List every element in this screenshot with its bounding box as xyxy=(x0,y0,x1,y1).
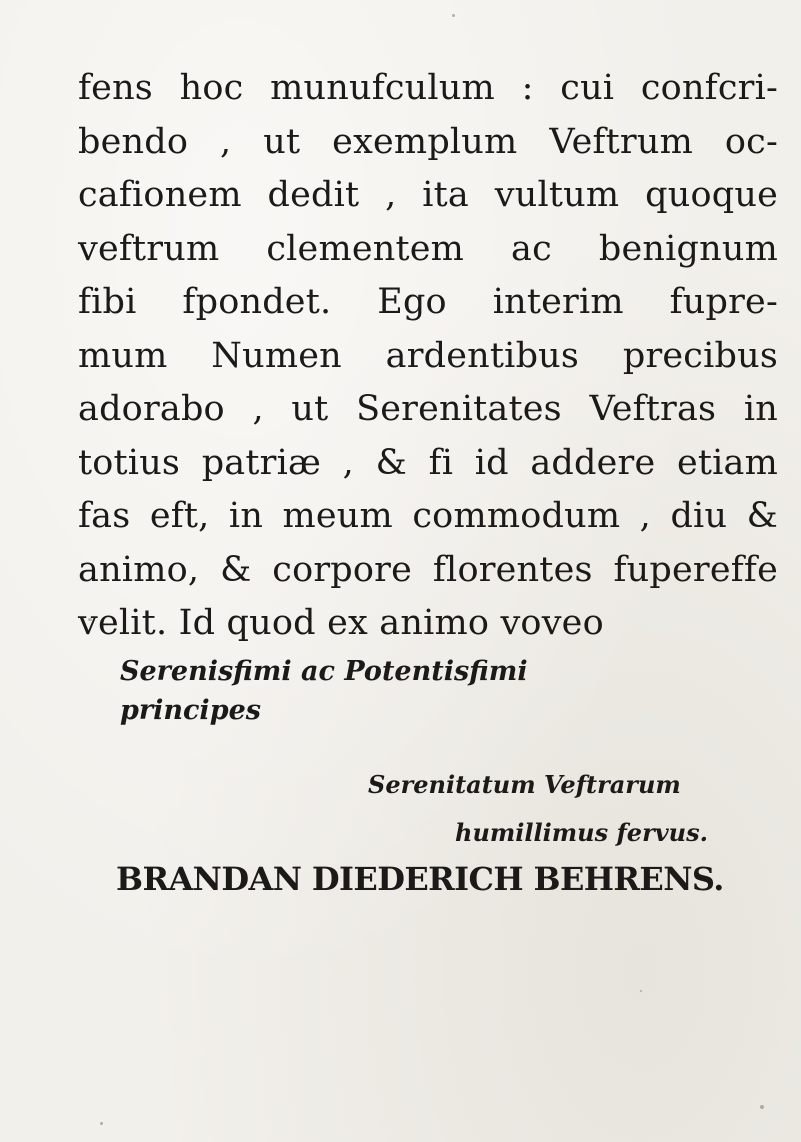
body-line: velit. Id quod ex animo voveo xyxy=(78,603,604,643)
paper-speck xyxy=(452,14,455,17)
paper-speck xyxy=(88,618,92,621)
paper-speck xyxy=(100,1122,103,1125)
body-line: adorabo , ut Serenitates Veftras in xyxy=(78,389,778,429)
closing-serenitatum: Serenitatum Veftrarum xyxy=(368,770,681,799)
body-line: fens hoc munufculum : cui confcri- xyxy=(78,68,778,108)
body-line: fibi fpondet. Ego interim fupre- xyxy=(78,282,778,322)
body-line: veftrum clementem ac benignum xyxy=(78,228,778,269)
body-line: fas eft, in meum commodum , diu & xyxy=(78,496,778,536)
body-line: bendo , ut exemplum Veftrum oc- xyxy=(78,121,778,162)
closing-salutation: Serenisfimi ac Potentisfimi xyxy=(120,656,528,687)
body-line: animo, & corpore florentes fupereffe xyxy=(78,549,778,590)
author-signature: BRANDAN DIEDERICH BEHRENS. xyxy=(116,860,724,898)
paper-speck xyxy=(760,1105,764,1109)
body-line: mum Numen ardentibus precibus xyxy=(78,335,778,376)
paper-speck xyxy=(640,990,642,992)
closing-salutation-principes: principes xyxy=(120,695,261,726)
closing-servus: humillimus fervus. xyxy=(455,818,708,847)
body-line: cafionem dedit , ita vultum quoque xyxy=(78,175,778,215)
body-line: totius patriæ , & fi id addere etiam xyxy=(78,442,778,483)
body-paragraph xyxy=(78,62,778,651)
